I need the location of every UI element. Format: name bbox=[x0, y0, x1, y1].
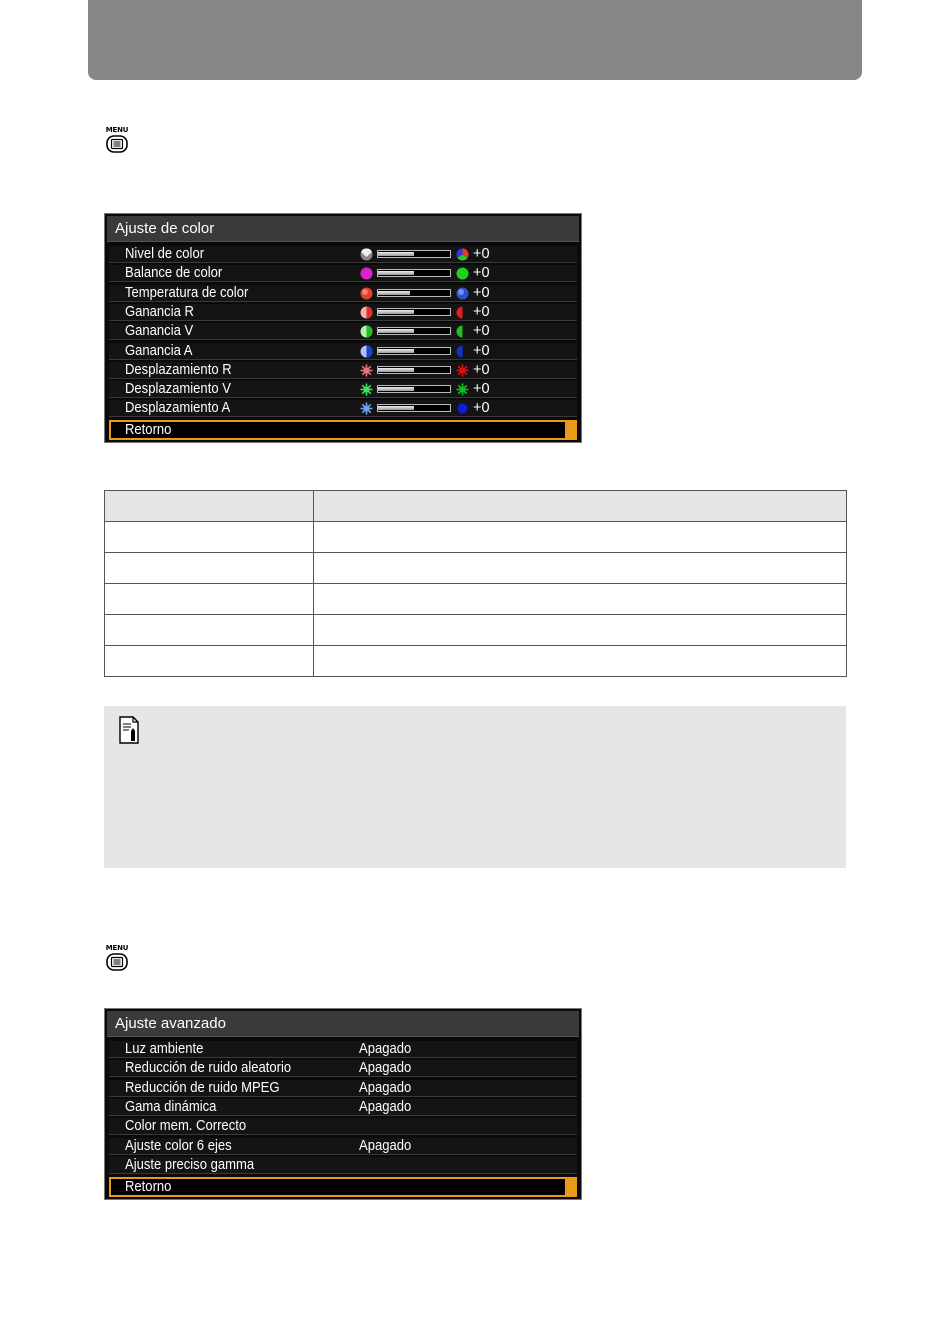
blue-burst-icon bbox=[456, 402, 469, 415]
advanced-menu-item-label: Ajuste preciso gamma bbox=[125, 1156, 255, 1173]
color-menu-item-label: Ganancia R bbox=[125, 303, 194, 320]
table-header-cell bbox=[314, 491, 847, 522]
green-half-circle-dark-icon bbox=[456, 325, 469, 338]
red-half-circle-dark-icon bbox=[456, 306, 469, 319]
slider-fill bbox=[378, 271, 414, 275]
magenta-circle-icon bbox=[360, 267, 373, 280]
value-slider[interactable] bbox=[377, 404, 451, 412]
menu-button-icon bbox=[103, 126, 131, 156]
menu-key-icon bbox=[106, 953, 128, 971]
color-menu-item[interactable] bbox=[109, 343, 577, 360]
green-half-circle-icon bbox=[360, 325, 373, 338]
advanced-menu-item[interactable] bbox=[109, 1060, 577, 1077]
color-menu-item-label: Ganancia A bbox=[125, 342, 193, 359]
note-memo-icon bbox=[118, 716, 140, 744]
color-menu-return-label: Retorno bbox=[125, 422, 172, 438]
table-cell bbox=[105, 646, 314, 677]
table-cell bbox=[105, 522, 314, 553]
color-menu-item[interactable] bbox=[109, 304, 577, 321]
table-cell bbox=[105, 615, 314, 646]
color-menu-item[interactable] bbox=[109, 246, 577, 263]
color-menu-item-label: Desplazamiento R bbox=[125, 361, 232, 378]
advanced-menu-item[interactable] bbox=[109, 1041, 577, 1058]
color-menu-return-item[interactable] bbox=[109, 420, 577, 440]
table-header-cell bbox=[105, 491, 314, 522]
color-menu-item-value: +0 bbox=[473, 303, 490, 320]
slider-fill bbox=[378, 349, 414, 353]
slider-fill bbox=[378, 406, 414, 410]
advanced-menu-item-label: Color mem. Correcto bbox=[125, 1118, 247, 1135]
color-adjust-menu-title: Ajuste de color bbox=[107, 216, 579, 242]
note-box bbox=[104, 706, 846, 868]
red-half-circle-icon bbox=[360, 306, 373, 319]
value-slider[interactable] bbox=[377, 366, 451, 374]
table-row bbox=[105, 615, 847, 646]
cool-blue-circle-icon bbox=[456, 287, 469, 300]
advanced-menu-item-value: Apagado bbox=[359, 1098, 412, 1115]
color-menu-item-label: Desplazamiento A bbox=[125, 400, 231, 417]
color-menu-item[interactable] bbox=[109, 323, 577, 340]
advanced-menu-item-label: Luz ambiente bbox=[125, 1041, 204, 1057]
table-cell bbox=[314, 522, 847, 553]
color-menu-item-value: +0 bbox=[473, 361, 490, 378]
slider-fill bbox=[378, 368, 414, 372]
color-menu-item-value: +0 bbox=[473, 284, 490, 301]
color-menu-item-value: +0 bbox=[473, 342, 490, 359]
red-burst-light-icon bbox=[360, 364, 373, 377]
table-row bbox=[105, 522, 847, 553]
blue-burst-light-icon bbox=[360, 402, 373, 415]
advanced-menu-item[interactable] bbox=[109, 1118, 577, 1135]
color-menu-item-label: Desplazamiento V bbox=[125, 381, 231, 398]
table-cell bbox=[105, 584, 314, 615]
table-cell bbox=[105, 553, 314, 584]
color-menu-item-value: +0 bbox=[473, 381, 490, 398]
table-row bbox=[105, 584, 847, 615]
color-menu-item-label: Ganancia V bbox=[125, 323, 194, 340]
color-menu-item[interactable] bbox=[109, 381, 577, 398]
advanced-adjust-menu bbox=[104, 1008, 582, 1200]
color-menu-item-label: Balance de color bbox=[125, 265, 223, 282]
advanced-menu-item[interactable] bbox=[109, 1099, 577, 1116]
page-header-bar bbox=[88, 0, 862, 80]
slider-fill bbox=[378, 291, 410, 295]
table-row bbox=[105, 646, 847, 677]
advanced-menu-item-value: Apagado bbox=[359, 1060, 412, 1077]
value-slider[interactable] bbox=[377, 327, 451, 335]
green-burst-icon bbox=[456, 383, 469, 396]
gray-half-circle-icon bbox=[360, 248, 373, 261]
green-circle-icon bbox=[456, 267, 469, 280]
advanced-menu-item-value: Apagado bbox=[359, 1137, 412, 1154]
slider-fill bbox=[378, 252, 414, 256]
color-adjust-menu bbox=[104, 213, 582, 443]
advanced-menu-return-label: Retorno bbox=[125, 1179, 172, 1195]
color-menu-item[interactable] bbox=[109, 285, 577, 302]
advanced-menu-item-value: Apagado bbox=[359, 1041, 412, 1057]
menu-button-icon bbox=[103, 944, 131, 974]
color-menu-item-value: +0 bbox=[473, 400, 490, 417]
color-menu-item[interactable] bbox=[109, 265, 577, 282]
table-row bbox=[105, 553, 847, 584]
slider-fill bbox=[378, 329, 414, 333]
advanced-menu-item-value: Apagado bbox=[359, 1079, 412, 1096]
color-menu-item-value: +0 bbox=[473, 246, 490, 262]
table-cell bbox=[314, 584, 847, 615]
menu-button-label: MENU bbox=[105, 126, 129, 134]
table-header-row bbox=[105, 491, 847, 522]
color-menu-item[interactable] bbox=[109, 362, 577, 379]
value-slider[interactable] bbox=[377, 347, 451, 355]
table-cell bbox=[314, 615, 847, 646]
advanced-menu-item[interactable] bbox=[109, 1138, 577, 1155]
value-slider[interactable] bbox=[377, 308, 451, 316]
warm-red-circle-icon bbox=[360, 287, 373, 300]
advanced-menu-item-label: Gama dinámica bbox=[125, 1098, 217, 1115]
advanced-menu-item-label: Reducción de ruido aleatorio bbox=[125, 1060, 292, 1077]
advanced-menu-return-item[interactable] bbox=[109, 1177, 577, 1197]
rgb-color-wheel-icon bbox=[456, 248, 469, 261]
color-menu-item-label: Temperatura de color bbox=[125, 284, 249, 301]
table-cell bbox=[314, 553, 847, 584]
green-burst-light-icon bbox=[360, 383, 373, 396]
blue-half-circle-icon bbox=[360, 345, 373, 358]
value-slider[interactable] bbox=[377, 250, 451, 258]
red-burst-icon bbox=[456, 364, 469, 377]
color-menu-item-label: Nivel de color bbox=[125, 246, 205, 262]
advanced-menu-item-label: Reducción de ruido MPEG bbox=[125, 1079, 280, 1096]
advanced-menu-item[interactable] bbox=[109, 1080, 577, 1097]
value-slider[interactable] bbox=[377, 385, 451, 393]
menu-button-label: MENU bbox=[105, 944, 129, 952]
blue-half-circle-dark-icon bbox=[456, 345, 469, 358]
value-slider[interactable] bbox=[377, 289, 451, 297]
advanced-menu-item[interactable] bbox=[109, 1157, 577, 1174]
menu-key-icon bbox=[106, 135, 128, 153]
settings-table bbox=[104, 490, 847, 677]
color-menu-item-value: +0 bbox=[473, 323, 490, 340]
table-cell bbox=[314, 646, 847, 677]
value-slider[interactable] bbox=[377, 269, 451, 277]
slider-fill bbox=[378, 387, 414, 391]
advanced-menu-item-label: Ajuste color 6 ejes bbox=[125, 1137, 232, 1154]
color-menu-item[interactable] bbox=[109, 400, 577, 417]
advanced-adjust-menu-title: Ajuste avanzado bbox=[107, 1011, 579, 1037]
color-menu-item-value: +0 bbox=[473, 265, 490, 282]
slider-fill bbox=[378, 310, 414, 314]
